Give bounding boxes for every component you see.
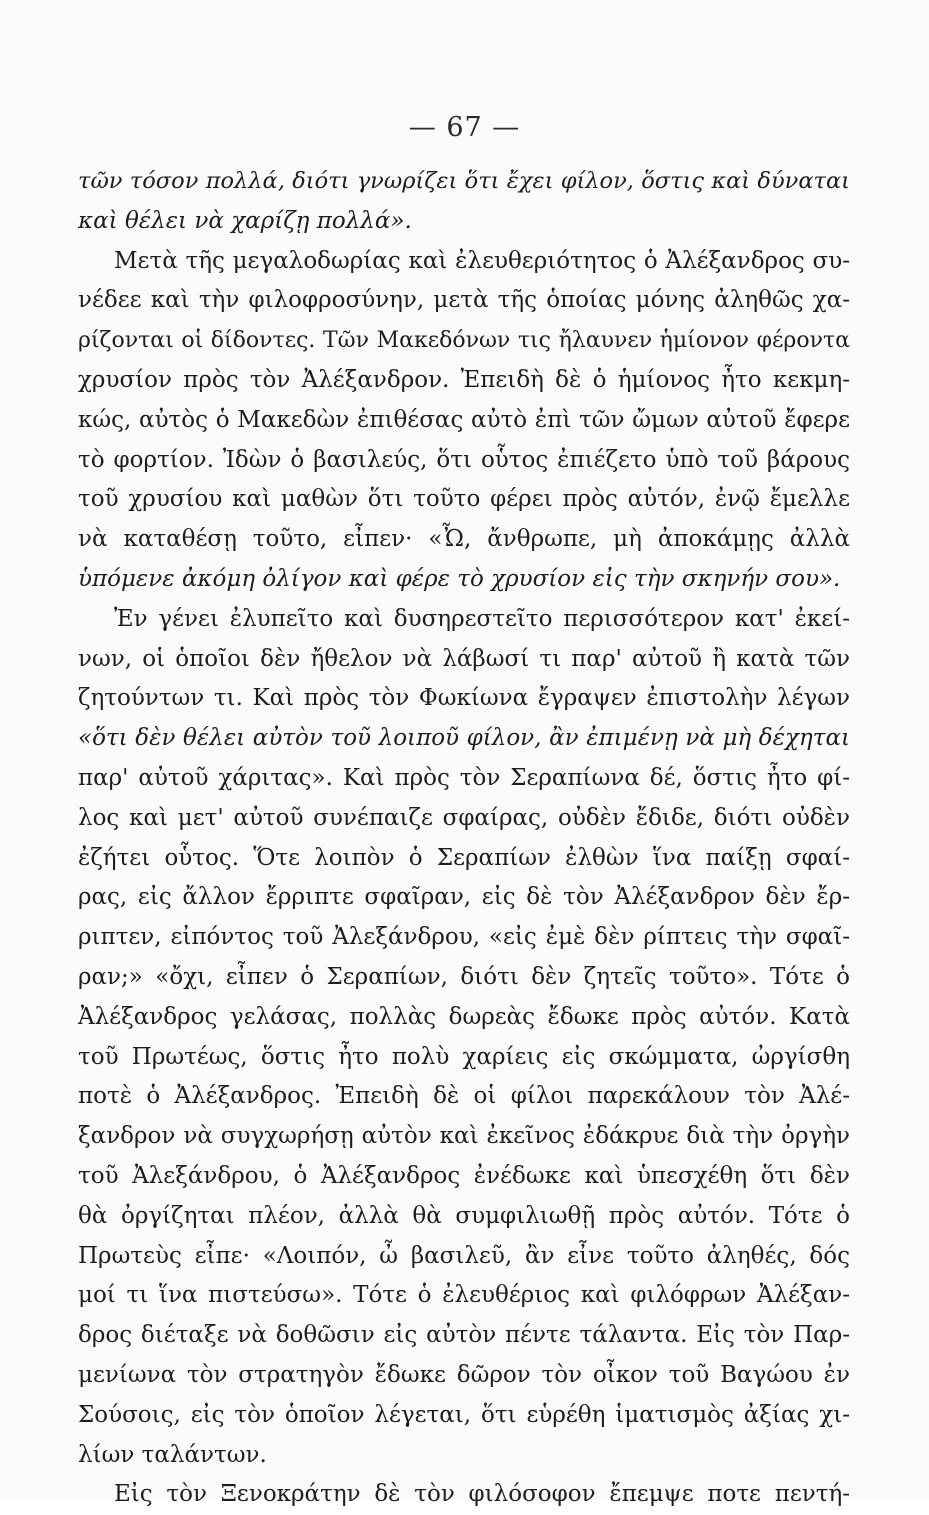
text-line: τὸ φορτίον. Ἰδὼν ὁ βασιλεύς, ὅτι οὗτος ἐπιέζετο ὑπὸ τοῦ βάρους xyxy=(78,446,850,473)
text-line: ρίζονται οἱ δίδοντες. Τῶν Μακεδόνων τις ἤλαυνεν ἡμίονον φέροντα xyxy=(78,328,850,354)
text-line: ζητούντων τι. Καὶ πρὸς τὸν Φωκίωνα ἔγραψεν ἐπιστολὴν λέγων xyxy=(78,685,850,712)
text-line: ριπτεν, εἰπόντος τοῦ Ἀλεξάνδρου, «εἰς ἐμὲ δὲν ρίπτεις τὴν σφαῖ- xyxy=(78,924,850,951)
text-line: ρας, εἰς ἄλλον ἔρριπτε σφαῖραν, εἰς δὲ τὸν Ἀλέξανδρον δὲν ἔρ- xyxy=(78,884,850,911)
text-line: ξανδρον νὰ συγχωρήσῃ αὐτὸν καὶ ἐκεῖνος ἐδάκρυε διὰ τὴν ὀργὴν xyxy=(78,1123,850,1150)
text-line: Πρωτεὺς εἶπε· «Λοιπόν, ὦ βασιλεῦ, ἂν εἶνε τοῦτο ἀληθές, δός xyxy=(78,1242,850,1269)
text-line: λίων ταλάντων. xyxy=(78,1441,267,1468)
text-line: νων, οἱ ὁποῖοι δὲν ἤθελον νὰ λάβωσί τι παρ' αὐτοῦ ἢ κατὰ τῶν xyxy=(78,645,850,672)
paragraph-start-line: Ἐν γένει ἐλυπεῖτο καὶ δυσηρεστεῖτο περισσότερον κατ' ἐκεί- xyxy=(114,605,850,632)
text-line: θὰ ὀργίζηται πλέον, ἀλλὰ θὰ συμφιλιωθῇ πρὸς αὐτόν. Τότε ὁ xyxy=(78,1202,850,1229)
text-line: δρος διέταξε νὰ δοθῶσιν εἰς αὐτὸν πέντε τάλαντα. Εἰς τὸν Παρ- xyxy=(78,1322,850,1349)
text-line: τοῦ Ἀλεξάνδρου, ὁ Ἀλέξανδρος ἐνέδωκε καὶ ὑπεσχέθη ὅτι δὲν xyxy=(78,1162,850,1189)
text-line: χρυσίον πρὸς τὸν Ἀλέξανδρον. Ἐπειδὴ δὲ ὁ ἡμίονος ἦτο κεκμη- xyxy=(78,366,850,393)
text-line: μοί τι ἵνα πιστεύσω». Τότε ὁ ἐλευθέριος καὶ φιλόφρων Ἀλέξαν- xyxy=(78,1282,850,1309)
page-number: — 67 — xyxy=(408,112,521,143)
text-line: νὰ καταθέσῃ τοῦτο, εἶπεν· «Ὦ, ἄνθρωπε, μὴ ἀποκάμῃς ἀλλὰ xyxy=(78,526,850,553)
text-line: ποτὲ ὁ Ἀλέξανδρος. Ἐπειδὴ δὲ οἱ φίλοι παρεκάλουν τὸν Ἀλέ- xyxy=(78,1083,850,1110)
text-line: τοῦ Πρωτέως, ὅστις ἦτο πολὺ χαρίεις εἰς σκώμματα, ὠργίσθη xyxy=(78,1043,850,1070)
text-line: ὑπόμενε ἀκόμη ὀλίγον καὶ φέρε τὸ χρυσίον εἰς τὴν σκηνήν σου». xyxy=(78,565,841,592)
text-line: ραν;» «ὄχι, εἶπεν ὁ Σεραπίων, διότι δὲν ζητεῖς τοῦτο». Τότε ὁ xyxy=(78,963,850,990)
text-line: «ὅτι δὲν θέλει αὐτὸν τοῦ λοιποῦ φίλον, ἂν ἐπιμένῃ νὰ μὴ δέχηται xyxy=(78,725,850,752)
text-line: καὶ θέλει νὰ χαρίζῃ πολλά». xyxy=(78,207,412,234)
paragraph-start-line: Μετὰ τῆς μεγαλοδωρίας καὶ ἐλευθεριότητος ὁ Ἀλέξανδρος συ- xyxy=(114,247,850,274)
text-line: ἐζήτει οὗτος. Ὅτε λοιπὸν ὁ Σεραπίων ἐλθὼν ἵνα παίξῃ σφαί- xyxy=(78,844,850,871)
text-line: τῶν τόσον πολλά, διότι γνωρίζει ὅτι ἔχει φίλον, ὅστις καὶ δύναται xyxy=(78,168,850,194)
text-line: Σούσοις, εἰς τὸν ὁποῖον λέγεται, ὅτι εὑρέθη ἱματισμὸς ἀξίας χι- xyxy=(78,1401,850,1428)
body-text xyxy=(78,162,850,1515)
text-line: λος καὶ μετ' αὐτοῦ συνέπαιζε σφαίρας, οὐδὲν ἔδιδε, διότι οὐδὲν xyxy=(78,804,850,831)
paragraph-start-line: Εἰς τὸν Ξενοκράτην δὲ τὸν φιλόσοφον ἔπεμψε ποτε πεντή- xyxy=(114,1481,850,1508)
text-line: μενίωνα τὸν στρατηγὸν ἔδωκε δῶρον τὸν οἶκον τοῦ Βαγώου ἐν xyxy=(78,1361,850,1388)
text-line: Ἀλέξανδρος γελάσας, πολλὰς δωρεὰς ἔδωκε πρὸς αὐτόν. Κατὰ xyxy=(78,1003,850,1030)
text-line: νέδεε καὶ τὴν φιλοφροσύνην, μετὰ τῆς ὁποίας μόνης ἀληθῶς χα- xyxy=(78,287,850,314)
text-line: τοῦ χρυσίου καὶ μαθὼν ὅτι τοῦτο φέρει πρὸς αὐτόν, ἐνῷ ἔμελλε xyxy=(78,486,850,513)
text-line: παρ' αὐτοῦ χάριτας». Καὶ πρὸς τὸν Σεραπίωνα δέ, ὅστις ἦτο φί- xyxy=(78,764,850,791)
text-line: κώς, αὐτὸς ὁ Μακεδὼν ἐπιθέσας αὐτὸ ἐπὶ τῶν ὤμων αὐτοῦ ἔφερε xyxy=(78,406,850,433)
